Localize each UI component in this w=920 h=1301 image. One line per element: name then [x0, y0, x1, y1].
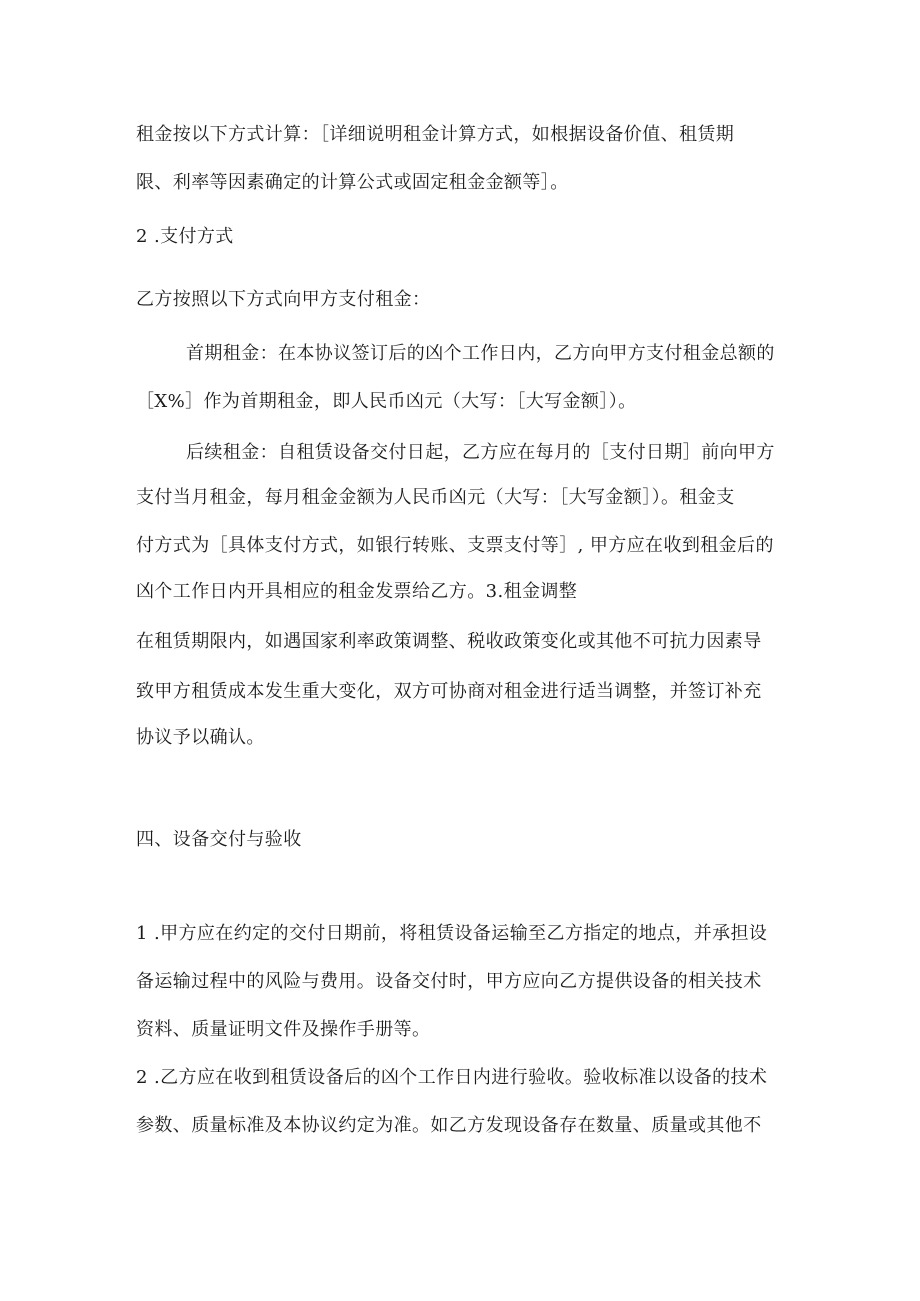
paragraph-line: 协议予以确认。 — [136, 727, 265, 748]
paragraph-line: 后续租金：自租赁设备交付日起，乙方应在每月的［支付日期］前向甲方 — [186, 442, 775, 463]
paragraph-line: 付方式为［具体支付方式，如银行转账、支票支付等］, 甲方应在收到租金后的 — [136, 535, 774, 556]
paragraph-line: 限、利率等因素确定的计算公式或固定租金金额等］。 — [136, 172, 569, 193]
paragraph-line: 资料、质量证明文件及操作手册等。 — [136, 1019, 431, 1040]
section-heading: 四、设备交付与验收 — [136, 829, 302, 850]
paragraph-line: 乙方按照以下方式向甲方支付租金： — [136, 289, 431, 310]
paragraph-line: 支付当月租金，每月租金金额为人民币凶元（大写：［大写金额］）。租金支 — [136, 487, 735, 508]
paragraph-line: 1 .甲方应在约定的交付日期前，将租赁设备运输至乙方指定的地点，并承担设 — [136, 923, 768, 944]
paragraph-line: ［X%］作为首期租金，即人民币凶元（大写：［大写金额］）。 — [136, 391, 637, 412]
paragraph-line: 在租赁期限内，如遇国家利率政策调整、税收政策变化或其他不可抗力因素导 — [136, 631, 762, 652]
paragraph-line: 参数、质量标准及本协议约定为准。如乙方发现设备存在数量、质量或其他不 — [136, 1115, 762, 1136]
paragraph-line: 备运输过程中的风险与费用。设备交付时，甲方应向乙方提供设备的相关技术 — [136, 971, 762, 992]
paragraph-line: 凶个工作日内开具相应的租金发票给乙方。3.租金调整 — [136, 581, 578, 602]
paragraph-line: 致甲方租赁成本发生重大变化，双方可协商对租金进行适当调整，并签订补充 — [136, 681, 762, 702]
section-heading: 2 .支付方式 — [136, 226, 234, 247]
paragraph-line: 2 .乙方应在收到租赁设备后的凶个工作日内进行验收。验收标准以设备的技术 — [136, 1067, 768, 1088]
paragraph-line: 租金按以下方式计算：［详细说明租金计算方式，如根据设备价值、租赁期 — [136, 124, 735, 145]
paragraph-line: 首期租金：在本协议签订后的凶个工作日内，乙方向甲方支付租金总额的 — [186, 343, 775, 364]
